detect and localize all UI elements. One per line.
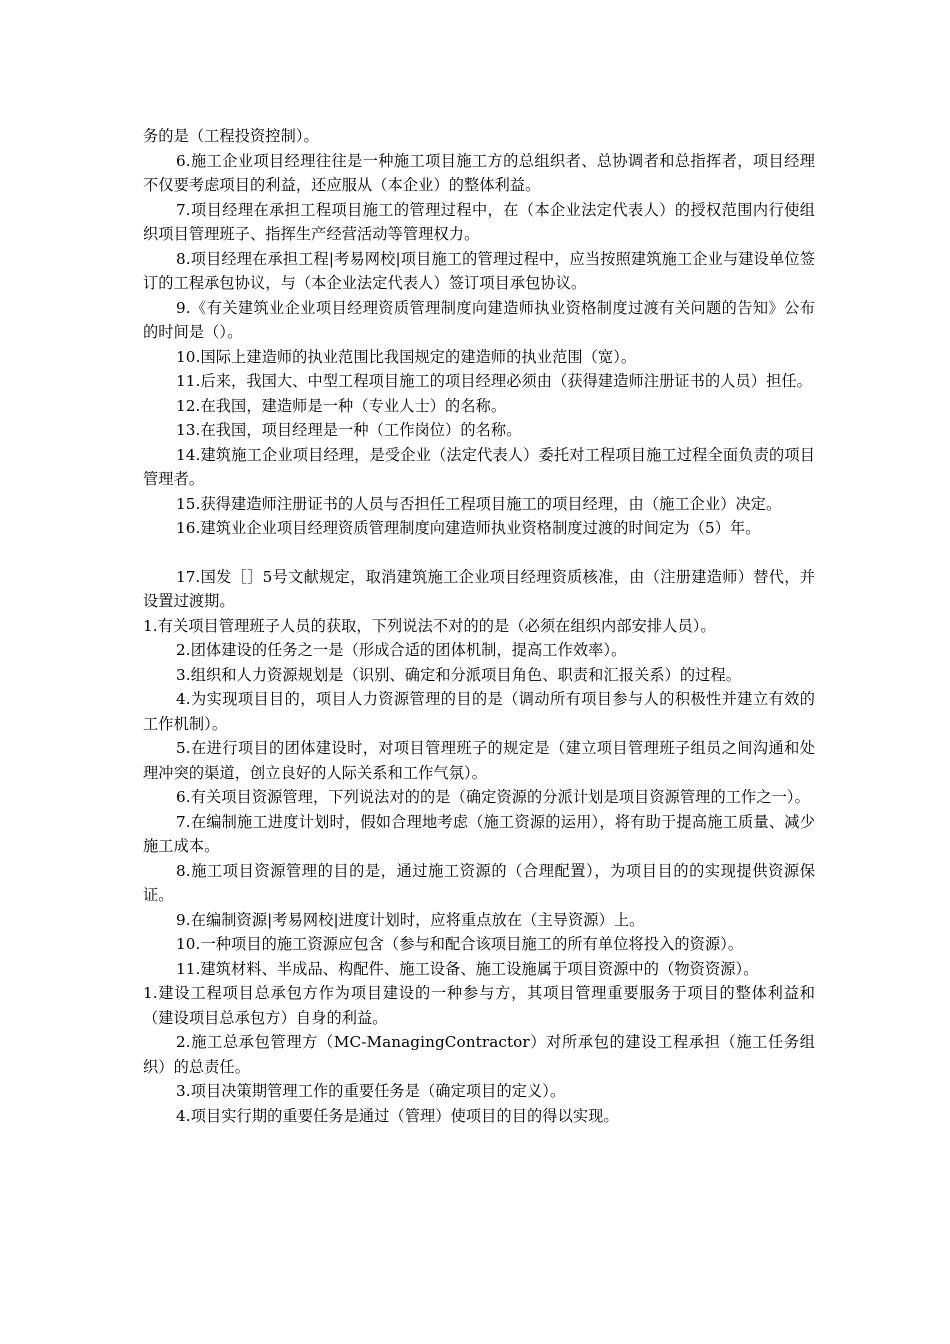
- paragraph-section3-item-1: 1.建设工程项目总承包方作为项目建设的一种参与方，其项目管理重要服务于项目的整体利益和（建设项目总承包方）自身的利益。: [143, 984, 815, 1027]
- paragraph-item-15: 15.获得建造师注册证书的人员与否担任工程项目施工的项目经理，由（施工企业）决定。: [176, 494, 782, 513]
- paragraph-section2-item-2: 2.团体建设的任务之一是（形成合适的团体机制，提高工作效率）。: [176, 641, 627, 659]
- paragraph-continuation: 务的是（工程投资控制）。: [143, 127, 319, 145]
- paragraph-item-12: 12.在我国，建造师是一种（专业人士）的名称。: [176, 396, 507, 415]
- paragraph-item-14: 14.建筑施工企业项目经理，是受企业（法定代表人）委托对工程项目施工过程全面负责的项目管理者。: [143, 445, 815, 488]
- paragraph-section2-item-6: 6.有关项目资源管理，下列说法对的的是（确定资源的分派计划是项目资源管理的工作之一）。: [176, 788, 810, 806]
- paragraph-section2-item-8: 8.施工项目资源管理的目的是，通过施工资源的（合理配置），为项目目的的实现提供资源保证。: [143, 861, 815, 904]
- paragraph-section2-item-4: 4.为实现项目目的，项目人力资源管理的目的是（调动所有项目参与人的积极性并建立有效的工作机制）。: [143, 690, 815, 733]
- paragraph-section3-item-4: 4.项目实行期的重要任务是通过（管理）使项目的目的得以实现。: [176, 1106, 619, 1125]
- paragraph-item-17: 17.国发［］5号文献规定，取消建筑施工企业项目经理资质核准，由（注册建造师）替代，并设置过渡期。: [143, 567, 815, 610]
- paragraph-section2-item-9: 9.在编制资源|考易网校|进度计划时，应将重点放在（主导资源）上。: [176, 910, 645, 929]
- paragraph-item-13: 13.在我国，项目经理是一种（工作岗位）的名称。: [176, 421, 522, 439]
- paragraph-section2-item-7: 7.在编制施工进度计划时，假如合理地考虑（施工资源的运用），将有助于提高施工质量、减少施工成本。: [143, 812, 815, 855]
- paragraph-section2-item-1: 1.有关项目管理班子人员的获取，下列说法不对的的是（必须在组织内部安排人员）。: [143, 616, 716, 635]
- paragraph-item-8: 8.项目经理在承担工程|考易网校|项目施工的管理过程中，应当按照建筑施工企业与建设单位签订的工程承包协议，与（本企业法定代表人）签订项目承包协议。: [143, 249, 815, 292]
- paragraph-section2-item-5: 5.在进行项目的团体建设时，对项目管理班子的规定是（建立项目管理班子组员之间沟通和处理冲突的渠道，创立良好的人际关系和工作气氛）。: [143, 739, 815, 782]
- paragraph-section2-item-3: 3.组织和人力资源规划是（识别、确定和分派项目角色、职责和汇报关系）的过程。: [176, 665, 742, 684]
- document-body: [143, 124, 815, 1128]
- paragraph-section3-item-3: 3.项目决策期管理工作的重要任务是（确定项目的定义）。: [176, 1082, 566, 1100]
- paragraph-item-10: 10.国际上建造师的执业范围比我国规定的建造师的执业范围（宽）。: [176, 347, 637, 366]
- blank-line: [143, 541, 815, 565]
- paragraph-item-9: 9.《有关建筑业企业项目经理资质管理制度向建造师执业资格制度过渡有关问题的告知》公布的时间是（）。: [143, 298, 815, 341]
- paragraph-item-16: 16.建筑业企业项目经理资质管理制度向建造师执业资格制度过渡的时间定为（5）年。: [176, 519, 761, 537]
- paragraph-item-11: 11.后来，我国大、中型工程项目施工的项目经理必须由（获得建造师注册证书的人员）担任。: [176, 372, 812, 390]
- paragraph-item-6: 6.施工企业项目经理往往是一种施工项目施工方的总组织者、总协调者和总指挥者，项目经理不仅要考虑项目的利益，还应服从（本企业）的整体利益。: [143, 151, 815, 194]
- paragraph-section2-item-10: 10.一种项目的施工资源应包含（参与和配合该项目施工的所有单位将投入的资源）。: [176, 935, 744, 953]
- paragraph-section2-item-11: 11.建筑材料、半成品、构配件、施工设备、施工设施属于项目资源中的（物资资源）。: [176, 959, 759, 978]
- paragraph-item-7: 7.项目经理在承担工程项目施工的管理过程中，在（本企业法定代表人）的授权范围内行使组织项目管理班子、指挥生产经营活动等管理权力。: [143, 200, 815, 243]
- paragraph-section3-item-2: 2.施工总承包管理方（MC-ManagingContractor）对所承包的建设工程承担（施工任务组织）的总责任。: [143, 1033, 815, 1076]
